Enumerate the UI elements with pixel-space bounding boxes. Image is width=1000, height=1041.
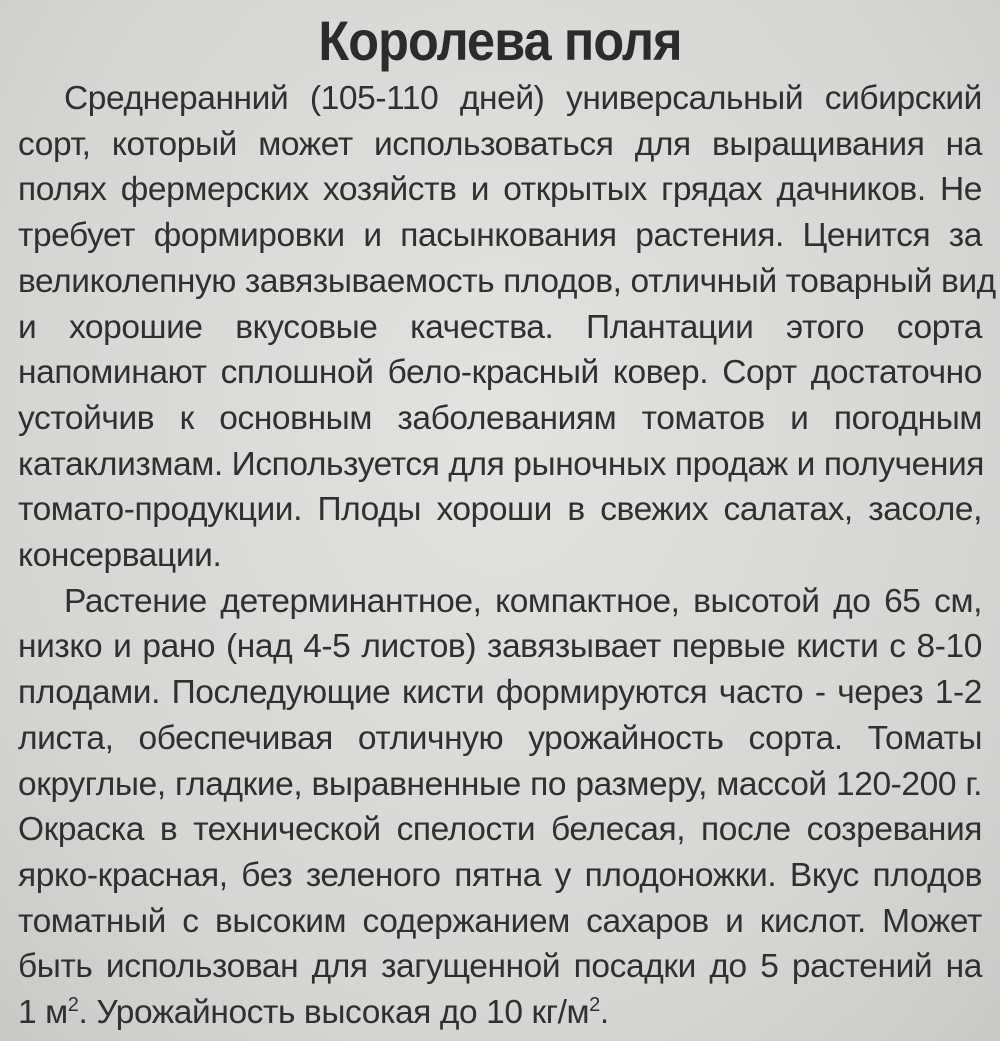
text-line: округлые, гладкие, выравненные по размеру, массой 120-200 г. bbox=[18, 765, 982, 803]
text-line: ярко-красная, без зеленого пятна у плодоножки. Вкус плодов bbox=[18, 856, 982, 894]
text-line: томато-продукции. Плоды хороши в свежих салатах, засоле, bbox=[18, 491, 982, 529]
document-title: Королева поля bbox=[318, 9, 682, 72]
text-line: великолепную завязываемость плодов, отличный товарный вид bbox=[18, 262, 996, 300]
text-line: консервации. bbox=[18, 537, 222, 575]
text-line: катаклизмам. Используется для рыночных продаж и получения bbox=[18, 445, 985, 483]
text-line: полях фермерских хозяйств и открытых грядах дачников. Не bbox=[18, 171, 982, 209]
text-line: и хорошие вкусовые качества. Плантации этого сорта bbox=[18, 308, 982, 346]
description-paragraph-1 bbox=[18, 76, 996, 579]
text-line: устойчив к основным заболеваниям томатов и погодным bbox=[18, 399, 982, 437]
text-line-final: 1 $м^2$. Урожайность высокая до 10 $кг/м^2$. bbox=[18, 993, 609, 1032]
text-line: Среднеранний (105-110 дней) универсальный сибирский bbox=[64, 80, 982, 117]
text-line: сорт, который может использоваться для выращивания на bbox=[18, 125, 982, 163]
text-line: листа, обеспечивая отличную урожайность сорта. Томаты bbox=[18, 719, 982, 757]
superscript-2: 2 bbox=[67, 993, 79, 1016]
description-paragraph-2 bbox=[18, 579, 982, 1036]
text-line: требует формировки и пасынкования растения. Ценится за bbox=[18, 217, 982, 255]
text-line: томатный с высоким содержанием сахаров и кислот. Может bbox=[18, 902, 982, 940]
text-line: Растение детерминантное, компактное, высотой до 65 см, bbox=[64, 582, 982, 620]
text-line: быть использован для загущенной посадки до 5 растений на bbox=[18, 948, 982, 986]
text-line: напоминают сплошной бело-красный ковер. Сорт достаточно bbox=[18, 354, 982, 392]
text-line: Окраска в технической спелости белесая, после созревания bbox=[18, 811, 982, 849]
superscript-2: 2 bbox=[589, 993, 600, 1016]
text-line: низко и рано (над 4-5 листов) завязывает первые кисти с 8-10 bbox=[18, 628, 982, 666]
text-line: плодами. Последующие кисти формируются часто - через 1-2 bbox=[18, 674, 982, 712]
